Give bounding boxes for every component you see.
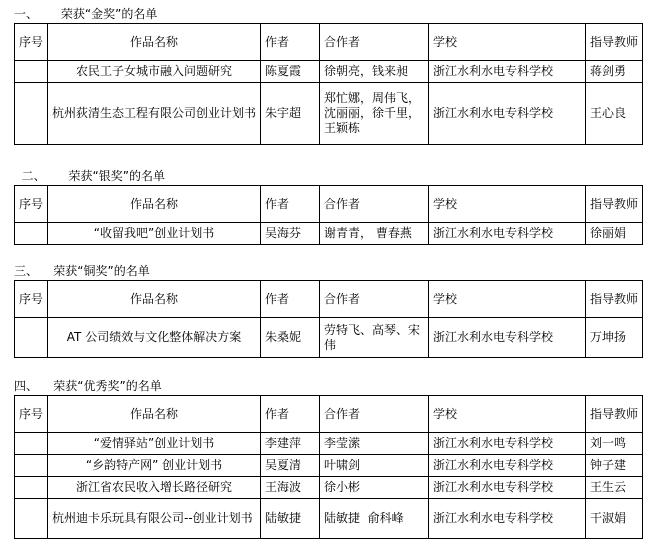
table-row <box>15 477 643 499</box>
cell-school: 浙江水利水电专科学校 <box>429 499 586 539</box>
header-teacher: 指导教师 <box>586 24 643 61</box>
section-heading: 四、 荣获“优秀奖”的名单 <box>14 379 162 393</box>
section-gold <box>14 6 642 145</box>
cell-coauthors: 李莹潆 <box>320 433 429 455</box>
header-title: 作品名称 <box>48 281 261 318</box>
header-school: 学校 <box>429 281 586 318</box>
cell-title: “乡韵特产网” 创业计划书 <box>48 455 261 477</box>
section-excellence <box>14 378 642 539</box>
header-school: 学校 <box>429 396 586 433</box>
cell-school: 浙江水利水电专科学校 <box>429 318 586 358</box>
cell-school: 浙江水利水电专科学校 <box>429 223 586 245</box>
cell-seq <box>15 223 48 245</box>
cell-teacher: 徐丽娟 <box>586 223 643 245</box>
cell-seq <box>15 455 48 477</box>
header-seq: 序号 <box>15 281 48 318</box>
header-school: 学校 <box>429 186 586 223</box>
header-seq: 序号 <box>15 396 48 433</box>
cell-teacher: 干淑娟 <box>586 499 643 539</box>
header-seq: 序号 <box>15 24 48 61</box>
table-row <box>15 318 643 358</box>
header-title: 作品名称 <box>48 186 261 223</box>
table-row <box>15 61 643 83</box>
cell-coauthors: 郑忙娜，周伟飞，沈丽丽，徐千里，王颖栋 <box>320 83 429 145</box>
section-heading: 二、 荣获“银奖”的名单 <box>14 169 165 183</box>
cell-seq <box>15 318 48 358</box>
cell-school: 浙江水利水电专科学校 <box>429 455 586 477</box>
cell-author: 陆敏捷 <box>261 499 320 539</box>
cell-title: 杭州迪卡乐玩具有限公司--创业计划书 <box>48 499 261 539</box>
table-header-row <box>15 281 643 318</box>
header-coauthors: 合作者 <box>320 396 429 433</box>
cell-school: 浙江水利水电专科学校 <box>429 433 586 455</box>
header-author: 作者 <box>261 281 320 318</box>
cell-teacher: 万坤扬 <box>586 318 643 358</box>
cell-author: 吴夏清 <box>261 455 320 477</box>
cell-author: 吴海芬 <box>261 223 320 245</box>
section-heading: 一、 荣获“金奖”的名单 <box>14 7 158 21</box>
header-seq: 序号 <box>15 186 48 223</box>
cell-author: 陈夏霞 <box>261 61 320 83</box>
cell-teacher: 蒋剑勇 <box>586 61 643 83</box>
cell-author: 朱桑妮 <box>261 318 320 358</box>
header-author: 作者 <box>261 186 320 223</box>
cell-title: AT 公司绩效与文化整体解决方案 <box>48 318 261 358</box>
cell-author: 朱宇超 <box>261 83 320 145</box>
header-coauthors: 合作者 <box>320 186 429 223</box>
award-table <box>14 185 643 245</box>
header-teacher: 指导教师 <box>586 396 643 433</box>
table-row <box>15 499 643 539</box>
cell-author: 李建萍 <box>261 433 320 455</box>
header-teacher: 指导教师 <box>586 281 643 318</box>
cell-coauthors: 劳特飞、高琴、宋伟 <box>320 318 429 358</box>
cell-school: 浙江水利水电专科学校 <box>429 61 586 83</box>
cell-coauthors: 陆敏捷 俞科峰 <box>320 499 429 539</box>
cell-seq <box>15 83 48 145</box>
table-header-row <box>15 24 643 61</box>
cell-seq <box>15 499 48 539</box>
table-header-row <box>15 396 643 433</box>
cell-school: 浙江水利水电专科学校 <box>429 477 586 499</box>
award-table <box>14 23 643 145</box>
cell-seq <box>15 61 48 83</box>
cell-seq <box>15 477 48 499</box>
cell-teacher: 王生云 <box>586 477 643 499</box>
header-title: 作品名称 <box>48 24 261 61</box>
header-title: 作品名称 <box>48 396 261 433</box>
cell-school: 浙江水利水电专科学校 <box>429 83 586 145</box>
cell-seq <box>15 433 48 455</box>
section-bronze <box>14 263 642 358</box>
section-heading: 三、 荣获“铜奖”的名单 <box>14 264 150 278</box>
header-author: 作者 <box>261 396 320 433</box>
cell-teacher: 钟子建 <box>586 455 643 477</box>
cell-coauthors: 徐小彬 <box>320 477 429 499</box>
cell-title: “收留我吧”创业计划书 <box>48 223 261 245</box>
cell-coauthors: 谢青青， 曹春燕 <box>320 223 429 245</box>
header-coauthors: 合作者 <box>320 24 429 61</box>
table-row <box>15 433 643 455</box>
cell-teacher: 王心良 <box>586 83 643 145</box>
header-coauthors: 合作者 <box>320 281 429 318</box>
cell-teacher: 刘一鸣 <box>586 433 643 455</box>
cell-title: “爱情驿站”创业计划书 <box>48 433 261 455</box>
section-silver <box>14 168 642 245</box>
cell-title: 农民工子女城市融入问题研究 <box>48 61 261 83</box>
header-school: 学校 <box>429 24 586 61</box>
cell-coauthors: 叶啸剑 <box>320 455 429 477</box>
cell-title: 杭州荻清生态工程有限公司创业计划书 <box>48 83 261 145</box>
table-row <box>15 455 643 477</box>
header-author: 作者 <box>261 24 320 61</box>
table-row <box>15 223 643 245</box>
table-header-row <box>15 186 643 223</box>
award-table <box>14 395 643 539</box>
cell-author: 王海波 <box>261 477 320 499</box>
cell-coauthors: 徐朝亮，钱来昶 <box>320 61 429 83</box>
table-row <box>15 83 643 145</box>
award-table <box>14 280 643 358</box>
header-teacher: 指导教师 <box>586 186 643 223</box>
cell-title: 浙江省农民收入增长路径研究 <box>48 477 261 499</box>
